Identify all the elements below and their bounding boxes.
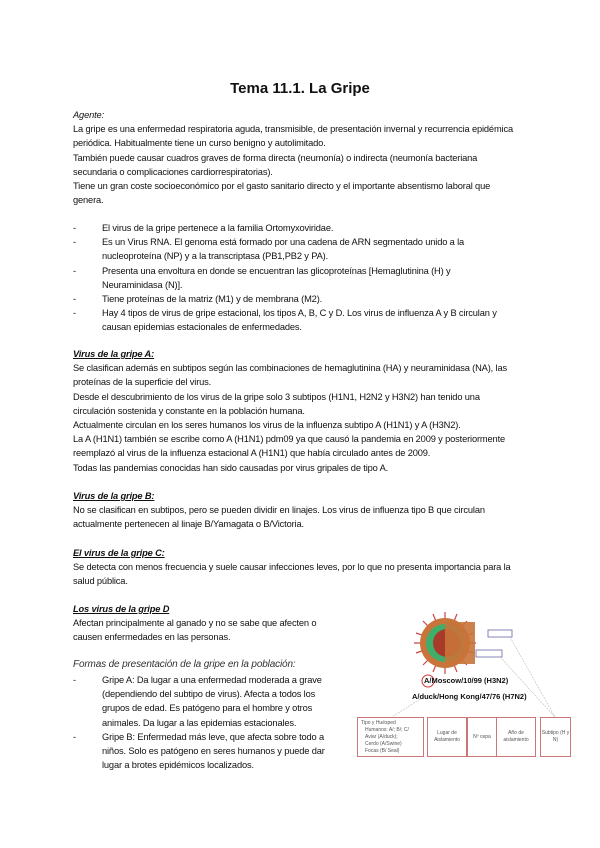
list-item-line: animales. Da lugar a las epidemias estacionales.	[102, 717, 297, 728]
list-item	[55, 730, 325, 773]
paragraph-line: salud pública.	[73, 576, 128, 587]
box-item: Focas (B/ Seal)	[365, 748, 400, 754]
list-item-line: Neuraminidasa (N)].	[102, 279, 183, 290]
paragraph-line: No se clasifican en subtipos, pero se pueden dividir en linajes. Los virus de influenza tipo B que circulan	[73, 505, 485, 516]
paragraph-line: reemplazó al virus de la influenza estacional A (H1N1) que había circulado antes de 2009.	[73, 448, 431, 459]
paragraph-line: periódica. Habitualmente tiene un curso benigno y autolimitado.	[73, 138, 326, 149]
gripe-a-section	[73, 347, 507, 475]
strain-example-2: A/duck/Hong Kong/47/76 (H7N2)	[412, 692, 527, 701]
paragraph-line: Actualmente circulan en los seres humanos los virus de la influenza subtipo A (H1N1) y A (H3N2).	[73, 420, 461, 431]
formas-bullets	[55, 673, 325, 772]
page-title: Tema 11.1. La Gripe	[230, 80, 370, 97]
paragraph-line: La gripe es una enfermedad respiratoria aguda, transmisible, de presentación invernal y recurrencia epidémica	[73, 124, 513, 135]
paragraph-line: Se detecta con menos frecuencia y suele causar infecciones leves, por lo que no presenta importancia para la	[73, 562, 511, 573]
paragraph-line: secundaria o complicaciones cardiorrespiratorias).	[73, 166, 273, 177]
strain-type-letter: A	[424, 676, 430, 685]
virion-icon	[414, 612, 476, 674]
list-item	[55, 221, 497, 235]
gripe-c-heading: El virus de la gripe C:	[73, 548, 165, 558]
gripe-a-heading: Virus de la gripe A:	[73, 349, 155, 359]
formas-heading: Formas de presentación de la gripe en la población:	[73, 659, 296, 670]
box-lugar: Lugar de Aislamiento	[427, 717, 467, 757]
list-item-line: - Es un Virus RNA. El genoma está formado por una cadena de ARN segmentado unido a la	[102, 237, 465, 248]
gripe-d-section	[73, 602, 316, 645]
gripe-d-heading: Los virus de la gripe D	[73, 604, 170, 614]
list-item	[55, 292, 497, 306]
formas-heading-wrap	[73, 658, 296, 672]
box-ano: Año de aislamiento	[496, 717, 536, 757]
list-item-line: nucleoproteína (NP) y a la transcriptasa (PB1,PB2 y PA).	[102, 251, 329, 262]
paragraph-line: circulación sostenida y constante en la población humana.	[73, 405, 305, 416]
box-subtipo: Subtipo (H y N)	[540, 717, 571, 757]
list-item	[55, 264, 497, 292]
box-title: Tipo y Huésped	[361, 720, 396, 726]
gripe-b-section	[73, 489, 485, 532]
gripe-b-heading: Virus de la gripe B:	[73, 491, 155, 501]
list-item-line: - El virus de la gripe pertenece a la familia Ortomyxoviridae.	[102, 223, 334, 233]
paragraph-line: genera.	[73, 195, 104, 206]
box-cepa: Nº cepa	[467, 717, 497, 757]
paragraph-line: Todas las pandemias conocidas han sido causadas por virus gripales de tipo A.	[73, 462, 389, 473]
paragraph-line: proteínas de la superficie del virus.	[73, 377, 212, 388]
paragraph-line: causen enfermedades en las personas.	[73, 632, 231, 643]
list-item-line: - Tiene proteínas de la matriz (M1) y de membrana (M2).	[102, 294, 323, 305]
paragraph-line: Se clasifican además en subtipos según las combinaciones de hemaglutinina (HA) y neuraminidasa (NA), las	[73, 363, 507, 374]
box-tipo-huesped	[357, 717, 424, 757]
list-item-line: (dependiendo del subtipo de virus). Afecta a todos los	[102, 689, 316, 700]
list-item	[55, 673, 325, 730]
box-item: Humanos: A/; B/; C/	[365, 727, 409, 733]
list-item-line: - Gripe B: Enfermedad más leve, que afecta sobre todo a	[102, 731, 325, 742]
box-item: Aviar (A/duck);	[365, 734, 398, 740]
list-item-line: - Presenta una envoltura en donde se encuentran las glicoproteínas [Hemaglutinina (H) y	[102, 265, 451, 276]
list-item-line: causan epidemias estacionales de enfermedades.	[102, 322, 302, 333]
paragraph-line: Tiene un gran coste socioeconómico por el gasto sanitario directo y el importante absentismo laboral que	[73, 181, 491, 192]
list-item-line: - Hay 4 tipos de virus de gripe estacional, los tipos A, B, C y D. Los virus de influenza A y B circulan y	[102, 308, 497, 319]
box-item: Cerdo (A/Swine)	[365, 741, 402, 747]
list-item	[55, 235, 497, 263]
paragraph-line: La A (H1N1) también se escribe como A (H1N1) pdm09 ya que causó la pandemia en 2009 y posteriormente	[73, 434, 506, 445]
gripe-c-section	[73, 546, 511, 589]
paragraph-line: También puede causar cuadros graves de forma directa (neumonía) o indirecta (neumonía bacteriana	[73, 152, 478, 163]
agente-heading: Agente:	[73, 110, 104, 120]
influenza-nomenclature-figure	[350, 600, 590, 800]
list-item	[55, 306, 497, 334]
paragraph-line: Desde el descubrimiento de los virus de la gripe solo 3 subtipos (H1N1, H2N2 y H3N2) han tenido una	[73, 391, 480, 402]
strain-example-1	[424, 676, 508, 685]
strain-rest: /Moscow/10/99 (H3N2)	[429, 676, 509, 685]
agente-bullets	[55, 221, 497, 335]
list-item-line: lugar a brotes epidémicos localizados.	[102, 760, 254, 771]
paragraph-line: Afectan principalmente al ganado y no se sabe que afecten o	[73, 618, 317, 629]
list-item-line: niños. Solo es patógeno en seres humanos y puede dar	[102, 746, 325, 757]
list-item-line: - Gripe A: Da lugar a una enfermedad moderada a grave	[102, 675, 322, 685]
list-item-line: grupos de edad. Es patógeno para el hombre y otros	[102, 703, 313, 714]
paragraph-line: actualmente pertenecen al linaje B/Yamagata o B/Victoria.	[73, 519, 304, 530]
agente-section	[73, 108, 513, 207]
